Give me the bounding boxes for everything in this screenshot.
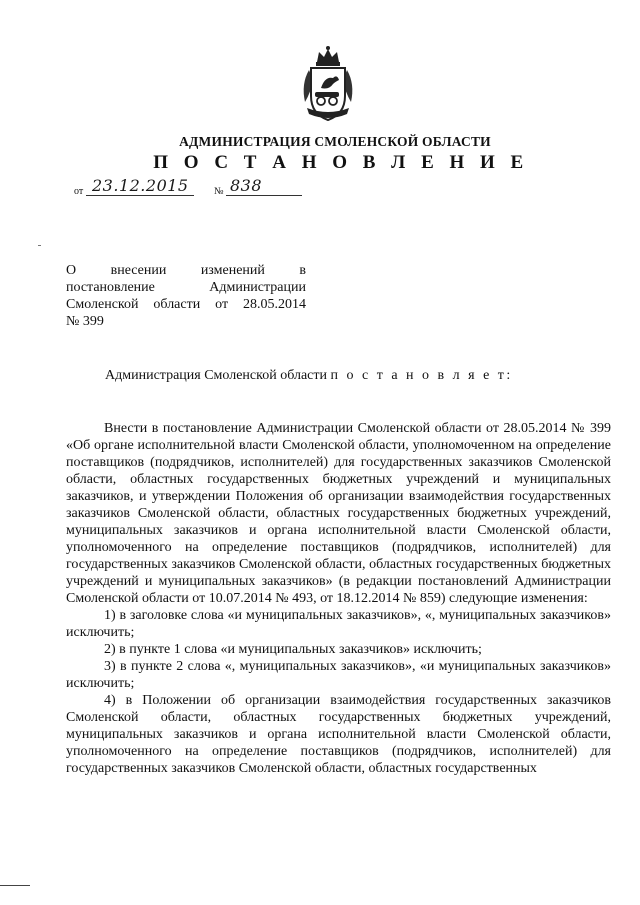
- subject-line-4: № 399: [66, 314, 104, 329]
- enacting-clause: [105, 368, 513, 384]
- number-underline: [226, 195, 302, 196]
- date-from-label: от: [74, 186, 84, 197]
- body-paragraph-4: 3) в пункте 2 слова «, муниципальных заказчиков», «и муниципальных заказчиков» исключить;: [66, 659, 611, 691]
- margin-mark: [38, 245, 41, 246]
- handwritten-number: 838: [230, 176, 263, 195]
- handwritten-date: 23.12.2015: [92, 176, 189, 195]
- enacting-subject: Администрация Смоленской области: [105, 368, 328, 383]
- body-paragraph-1: Внести в постановление Администрации Смоленской области от 28.05.2014 № 399 «Об органе исполнительной власти Смоленской области, уполномоченном на определение поставщиков (подрядчиков, исполнителей) для государственных заказчиков Смоленской области, областных государственных бюджетных учреждений и муниципальных заказчиков, и утверждении Положения об организации взаимодействия государственных заказчиков Смоленской области, областных государственных бюджетных учреждений, муниципальных заказчиков и органа исполнительной власти Смоленской области, уполномоченного на определение поставщиков (подрядчиков, исполнителей) для государственных заказчиков Смоленской области, областных государственных бюджетных учреждений и муниципальных заказчиков» (в редакции постановлений Администрации Смоленской области от 10.07.2014 № 493, от 18.12.2014 № 859) следующие изменения:: [66, 421, 611, 606]
- number-label: №: [214, 186, 224, 197]
- subject-line-3: Смоленской области от 28.05.2014: [66, 297, 306, 312]
- subject-line-1: О внесении изменений в: [66, 263, 306, 278]
- date-number-line: [74, 178, 334, 200]
- date-underline: [86, 195, 194, 196]
- coat-of-arms-icon: [299, 44, 357, 124]
- body-paragraph-2: 1) в заголовке слова «и муниципальных заказчиков», «, муниципальных заказчиков» исключить;: [66, 608, 611, 640]
- body-paragraph-3: 2) в пункте 1 слова «и муниципальных заказчиков» исключить;: [104, 642, 482, 657]
- footer-rule: [0, 885, 30, 886]
- organization-name: АДМИНИСТРАЦИЯ СМОЛЕНСКОЙ ОБЛАСТИ: [179, 134, 491, 149]
- document-body: [66, 420, 611, 777]
- document-subject: [66, 262, 306, 330]
- document-type-title: П О С Т А Н О В Л Е Н И Е: [153, 152, 529, 173]
- body-paragraph-5: 4) в Положении об организации взаимодействия государственных заказчиков Смоленской области, областных государственных бюджетных учреждений, муниципальных заказчиков и органа исполнительной власти Смоленской области, уполномоченного на определение поставщиков (подрядчиков, исполнителей) для государственных заказчиков Смоленской области, областных государственных: [66, 693, 611, 776]
- enacting-verb: п о с т а н о в л я е т:: [330, 368, 513, 383]
- subject-line-2: постановление Администрации: [66, 280, 306, 295]
